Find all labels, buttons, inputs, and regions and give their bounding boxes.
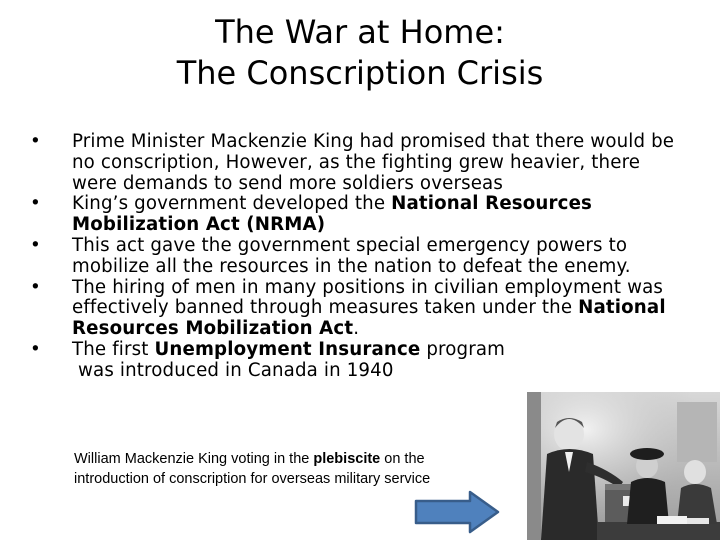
bullet-text: King’s government developed the — [72, 193, 392, 215]
slide-title — [0, 12, 720, 94]
bullet-dot: • — [30, 131, 41, 152]
bullet-text: The first — [72, 338, 155, 360]
bullet-dot: • — [30, 234, 41, 256]
bullet-text: This act gave the government special emergency powers to mobilize all the resources in the nation to defeat the enemy. — [72, 234, 631, 277]
bullet-bold-text: Unemployment Insurance — [154, 338, 421, 360]
bullet-text: Prime Minister Mackenzie King had promised that there would be no conscription, However, as the fighting grew heavier, there were demands to send more soldiers overseas — [72, 131, 675, 194]
photo-image — [527, 392, 720, 540]
bullet-text-end: . — [353, 318, 360, 340]
bullet-item — [28, 236, 678, 278]
bullet-dot: • — [30, 338, 41, 360]
bullet-item — [28, 340, 678, 382]
caption-text: William Mackenzie King voting in the — [74, 451, 314, 467]
caption-text-end: on the introduction of conscription for overseas military service — [74, 451, 431, 487]
bullet-dot: • — [30, 193, 41, 215]
bullet-item — [28, 194, 678, 236]
right-arrow-icon — [414, 490, 500, 534]
slide-title-line-2: The Conscription Crisis — [176, 54, 544, 92]
bullet-item — [28, 278, 678, 340]
bullet-bold-text: National Resources Mobilization Act (NRMA) — [72, 193, 593, 236]
caption-bold-text: plebiscite — [313, 451, 381, 467]
bullet-list — [28, 132, 678, 382]
photo-caption — [74, 449, 494, 489]
bullet-text: The hiring of men in many positions in civilian employment was effectively banned through measures taken under the — [72, 276, 664, 319]
bullet-dot: • — [30, 276, 41, 298]
historical-photo — [527, 392, 720, 540]
bullet-text-end: program — [420, 338, 506, 360]
bullet-text-line-2: was introduced in Canada in 1940 — [78, 359, 394, 381]
slide-title-line-1: The War at Home: — [215, 13, 505, 51]
bullet-bold-text: National Resources Mobilization Act — [72, 297, 666, 340]
bullet-item — [28, 132, 678, 194]
arrow-shape — [416, 492, 498, 532]
